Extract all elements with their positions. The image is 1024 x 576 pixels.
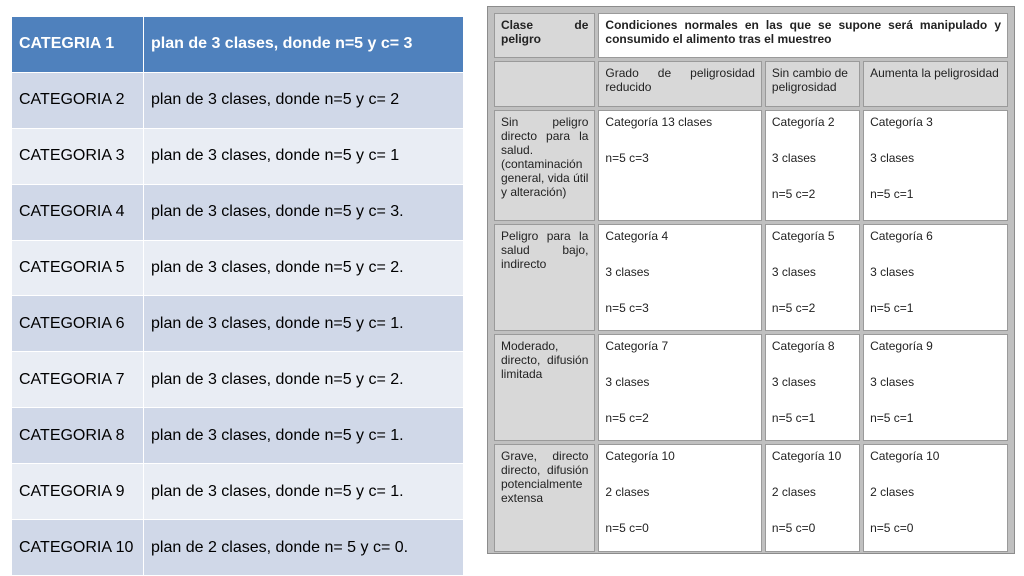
plan-classes: 3 clases <box>870 375 915 389</box>
sampling-plan-cell <box>598 224 761 331</box>
table-row <box>12 184 464 240</box>
table-row <box>12 17 464 73</box>
hazard-class-header-word: de <box>574 18 589 32</box>
category-cell: CATEGORIA 6 <box>12 296 144 352</box>
plan-category: Categoría 2 <box>771 115 835 129</box>
category-cell: CATEGORIA 4 <box>12 184 144 240</box>
plan-cell: plan de 3 clases, donde n=5 y c= 2. <box>144 352 464 408</box>
sampling-plan-cell <box>863 224 1008 331</box>
sampling-plan-cell <box>863 444 1008 552</box>
plan-classes: 3 clases <box>870 151 915 165</box>
plan-cell: plan de 3 clases, donde n=5 y c= 3. <box>144 184 464 240</box>
column-header-no-change: Sin cambio de peligrosidad <box>765 61 860 107</box>
column-header-increases: Aumenta la peligrosidad <box>863 61 1008 107</box>
plan-params: n=5 c=1 <box>870 301 914 315</box>
category-sampling-table-body <box>12 17 464 576</box>
plan-classes: 3 clases <box>870 265 915 279</box>
plan-params: n=5 c=2 <box>605 411 649 425</box>
hazard-class-header-line2: peligro <box>501 32 542 46</box>
category-cell: CATEGORIA 10 <box>12 520 144 576</box>
plan-classes: 2 clases <box>771 485 816 499</box>
plan-category: Categoría 7 <box>605 339 669 353</box>
hazard-class-cell: Sin peligro directo para la salud. (contaminación general, vida útil y alteración) <box>494 110 595 221</box>
hazard-row <box>494 110 1008 221</box>
plan-cell: plan de 3 clases, donde n=5 y c= 1. <box>144 296 464 352</box>
sampling-plan-cell <box>765 444 860 552</box>
sampling-plan-cell <box>863 334 1008 441</box>
category-cell: CATEGORIA 7 <box>12 352 144 408</box>
plan-classes: 3 clases <box>771 375 816 389</box>
plan-classes: 3 clases <box>771 151 816 165</box>
table-row <box>12 408 464 464</box>
plan-params: n=5 c=3 <box>605 301 649 315</box>
columns-header-row <box>494 61 1008 107</box>
conditions-header-row <box>494 13 1008 58</box>
hazard-class-header-word: Clase <box>501 18 534 32</box>
plan-cell: plan de 3 clases, donde n=5 y c= 1. <box>144 464 464 520</box>
empty-header-cell <box>494 61 595 107</box>
category-cell: CATEGORIA 2 <box>12 72 144 128</box>
plan-cell: plan de 3 clases, donde n=5 y c= 1 <box>144 128 464 184</box>
hazard-class-header-line1 <box>501 18 588 32</box>
table-row <box>12 352 464 408</box>
table-row <box>12 128 464 184</box>
column-header-reduced: Grado de peligrosidad reducido <box>598 61 761 107</box>
plan-category: Categoría 13 clases <box>605 115 713 129</box>
plan-category: Categoría 8 <box>771 339 835 353</box>
sampling-plan-cell <box>765 224 860 331</box>
hazard-row <box>494 444 1008 552</box>
plan-cell: plan de 3 clases, donde n=5 y c= 1. <box>144 408 464 464</box>
hazard-class-cell: Peligro para la salud bajo, indirecto <box>494 224 595 331</box>
plan-params: n=5 c=1 <box>870 411 914 425</box>
plan-cell: plan de 2 clases, donde n= 5 y c= 0. <box>144 520 464 576</box>
category-cell: CATEGORIA 9 <box>12 464 144 520</box>
plan-classes: 3 clases <box>605 375 650 389</box>
plan-cell: plan de 3 clases, donde n=5 y c= 3 <box>144 17 464 73</box>
plan-classes: 2 clases <box>605 485 650 499</box>
plan-category: Categoría 10 <box>771 449 842 463</box>
category-cell: CATEGORIA 8 <box>12 408 144 464</box>
category-cell: CATEGORIA 3 <box>12 128 144 184</box>
plan-params: n=5 c=1 <box>771 411 816 425</box>
plan-classes: 3 clases <box>605 265 650 279</box>
plan-params: n=5 c=0 <box>605 521 649 535</box>
plan-params: n=5 c=0 <box>771 521 816 535</box>
hazard-rows <box>494 110 1008 552</box>
plan-category: Categoría 10 <box>605 449 675 463</box>
plan-category: Categoría 3 <box>870 115 933 129</box>
plan-classes: 2 clases <box>870 485 915 499</box>
plan-cell: plan de 3 clases, donde n=5 y c= 2. <box>144 240 464 296</box>
plan-classes: 3 clases <box>771 265 816 279</box>
category-sampling-table <box>11 16 464 576</box>
plan-category: Categoría 4 <box>605 229 669 243</box>
hazard-row <box>494 334 1008 441</box>
plan-cell: plan de 3 clases, donde n=5 y c= 2 <box>144 72 464 128</box>
plan-params: n=5 c=2 <box>771 301 816 315</box>
sampling-plan-cell <box>598 334 761 441</box>
category-cell: CATEGRIA 1 <box>12 17 144 73</box>
hazard-conditions-table-frame <box>487 6 1015 554</box>
conditions-header: Condiciones normales en las que se supone será manipulado y consumido el alimento tras el muestreo <box>598 13 1008 58</box>
sampling-plan-cell <box>598 444 761 552</box>
table-row <box>12 296 464 352</box>
category-cell: CATEGORIA 5 <box>12 240 144 296</box>
sampling-plan-cell <box>863 110 1008 221</box>
sampling-plan-cell <box>598 110 761 221</box>
table-row <box>12 240 464 296</box>
plan-category: Categoría 5 <box>771 229 835 243</box>
sampling-plan-cell <box>765 334 860 441</box>
plan-params: n=5 c=2 <box>771 187 816 201</box>
hazard-conditions-table <box>491 10 1011 555</box>
plan-category: Categoría 9 <box>870 339 933 353</box>
table-row <box>12 72 464 128</box>
table-row <box>12 520 464 576</box>
hazard-class-cell: Moderado, directo, difusión limitada <box>494 334 595 441</box>
sampling-plan-cell <box>765 110 860 221</box>
hazard-row <box>494 224 1008 331</box>
table-row <box>12 464 464 520</box>
plan-params: n=5 c=3 <box>605 151 649 165</box>
plan-category: Categoría 10 <box>870 449 940 463</box>
plan-params: n=5 c=1 <box>870 187 914 201</box>
hazard-class-header <box>494 13 595 58</box>
plan-category: Categoría 6 <box>870 229 933 243</box>
plan-params: n=5 c=0 <box>870 521 914 535</box>
hazard-class-cell: Grave, directo directo, difusión potencialmente extensa <box>494 444 595 552</box>
